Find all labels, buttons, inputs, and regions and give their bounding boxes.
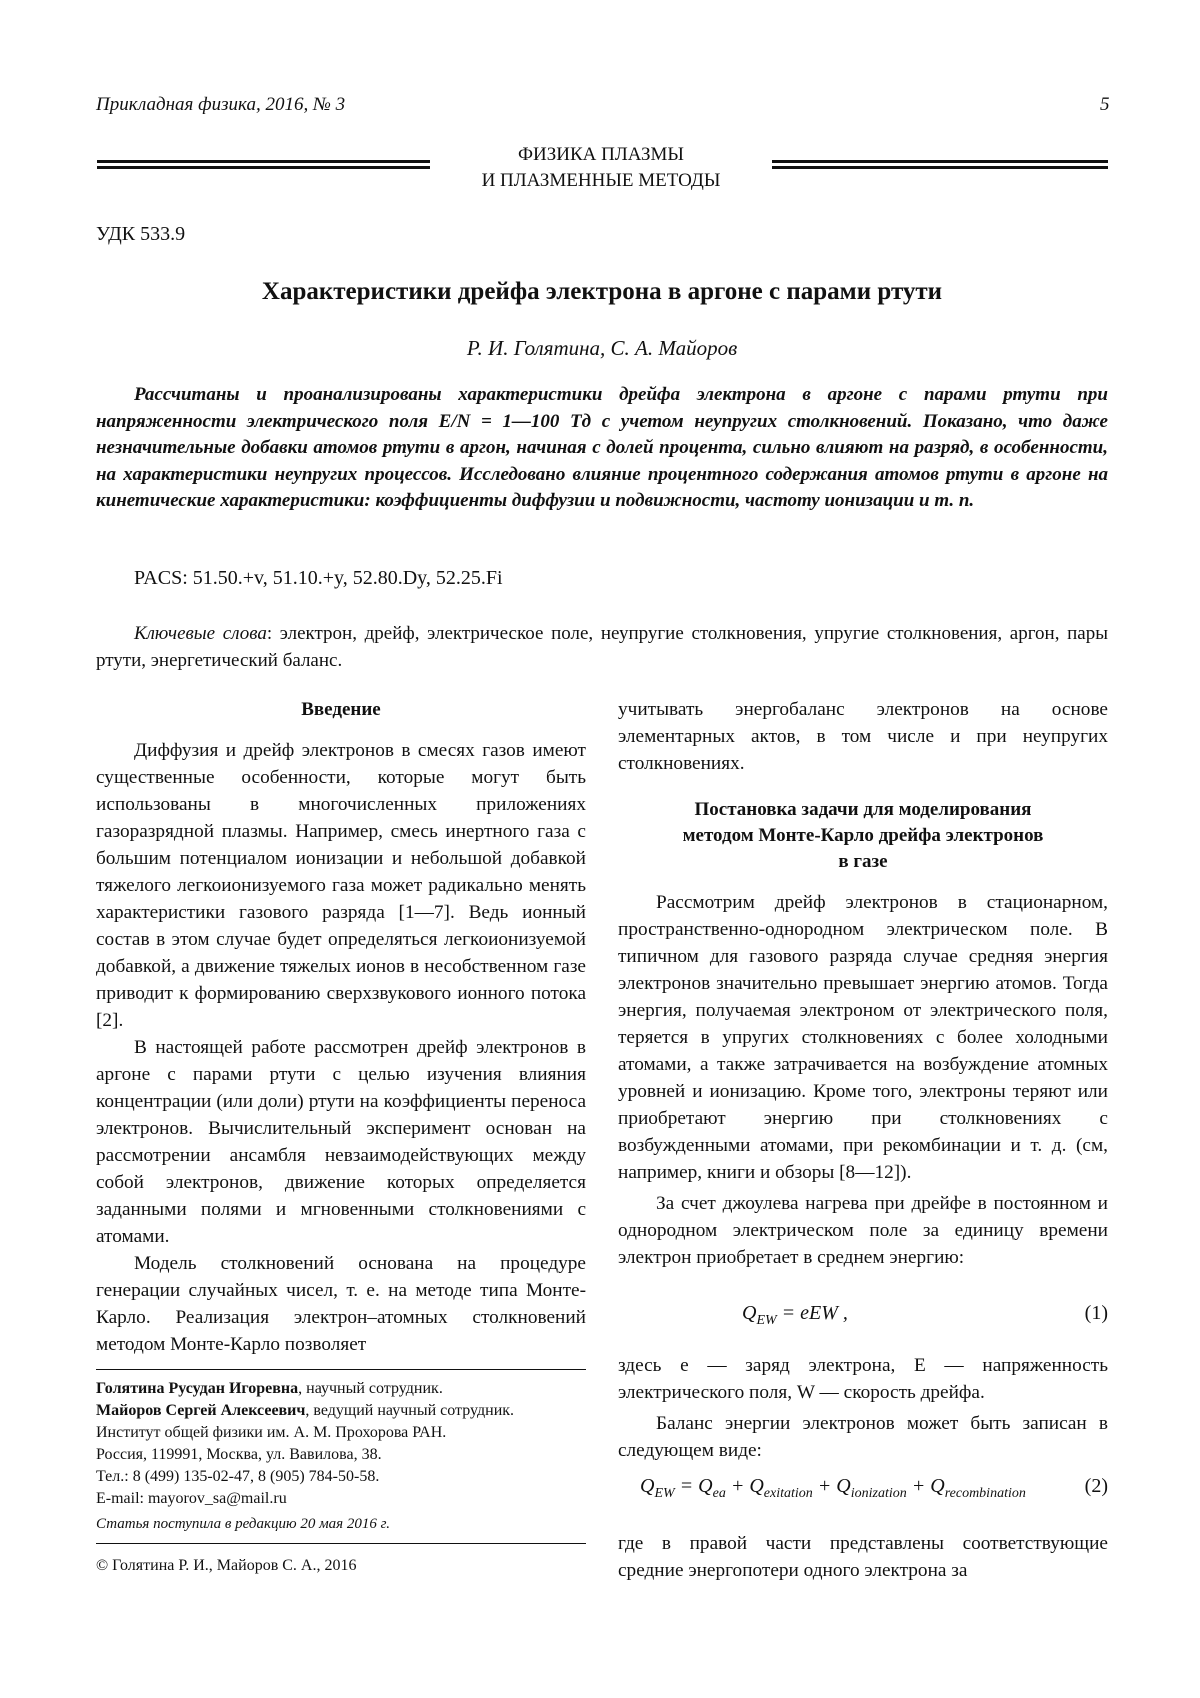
received-date: Статья поступила в редакцию 20 мая 2016 г. — [96, 1516, 391, 1532]
footnote-author-1 — [96, 1378, 586, 1400]
section-title-line1: ФИЗИКА ПЛАЗМЫ — [518, 144, 684, 165]
header-rule-left — [97, 160, 430, 170]
footnote-institute: Институт общей физики им. А. М. Прохорова РАН. — [96, 1424, 447, 1441]
paragraph: За счет джоулева нагрева при дрейфе в постоянном и однородном электрическом поле за единицу времени электрон приобретает в среднем энергию: — [618, 1193, 1108, 1268]
page-number: 5 — [1100, 94, 1110, 115]
right-column-middle — [618, 1352, 1108, 1464]
header-rule-right — [772, 160, 1108, 170]
footnote-phone: Тел.: 8 (499) 135-02-47, 8 (905) 784-50-58. — [96, 1468, 380, 1485]
heading-line: методом Монте-Карло дрейфа электронов — [682, 825, 1044, 846]
footnote-address: Россия, 119991, Москва, ул. Вавилова, 38. — [96, 1446, 382, 1463]
eq2-sub: ionization — [850, 1486, 907, 1501]
udk-code: УДК 533.9 — [96, 223, 186, 245]
equation-number-1: (1) — [1084, 1302, 1108, 1324]
heading-line: Постановка задачи для моделирования — [694, 799, 1032, 820]
footnote-email: E-mail: mayorov_sa@mail.ru — [96, 1490, 287, 1507]
eq2-sub: recombination — [944, 1486, 1026, 1501]
authors: Р. И. Голятина, С. А. Майоров — [466, 336, 738, 360]
paragraph: Рассмотрим дрейф электронов в стационарном, пространственно-однородном электрическом поле. В типичном для газового разряда случае средняя энергия электронов значительно превышает энергию атомов. Тогда энергия, получаемая электроном от электрического поля, теряется в упругих столкновениях с более холодными атомами, а также затрачивается на возбуждение атомных уровней и ионизацию. Кроме того, электроны теряют или приобретают энергию при столкновениях с возбужденными атомами, при рекомбинации и т. д. (см, например, книги и обзоры [8—12]). — [618, 892, 1108, 1183]
pacs-codes: PACS: 51.50.+v, 51.10.+y, 52.80.Dy, 52.25.Fi — [134, 567, 503, 589]
equation-number-2: (2) — [1084, 1475, 1108, 1497]
author-name: Майоров Сергей Алексеевич — [96, 1402, 306, 1419]
paragraph: В настоящей работе рассмотрен дрейф электронов в аргоне с парами ртути с целью изучения влияния концентрации (или доли) ртути на коэффициенты переноса электронов. Вычислительный эксперимент основан на рассмотрении ансамбля невзаимодействующих между собой электронов, движение которых определяется заданными полями и мгновенными столкновениями с атомами. — [96, 1037, 586, 1247]
author-role: , научный сотрудник. — [298, 1380, 443, 1397]
author-name: Голятина Русудан Игоревна — [96, 1380, 299, 1397]
eq2-term: Q — [836, 1475, 851, 1497]
footnote-author-2 — [96, 1400, 586, 1422]
eq1-q: Q — [742, 1302, 757, 1324]
eq2-term: Q — [749, 1475, 764, 1497]
abstract: Рассчитаны и проанализированы характеристики дрейфа электрона в аргоне с парами ртути при напряженности электрического поля E/N = 1—100 Тд с учетом неупругих столкновений. Показано, что даже незначительные добавки атомов ртути в аргон, начиная с долей процента, сильно влияют на разряд, в особенности, на характеристики неупругих процессов. Исследовано влияние процентного содержания атомов ртути в аргоне на кинетические характеристики: коэффициенты диффузии и подвижности, частоту ионизации и т. п. — [96, 384, 1108, 511]
right-column-bottom — [618, 1530, 1108, 1584]
eq1-sub: EW — [756, 1313, 777, 1328]
paragraph: Модель столкновений основана на процедуре генерации случайных чисел, т. е. на методе типа Монте-Карло. Реализация электрон–атомных столкновений методом Монте-Карло позволяет — [96, 1253, 586, 1355]
section-title — [430, 142, 772, 194]
copyright-separator — [96, 1543, 586, 1544]
keywords-label: Ключевые слова — [134, 623, 267, 644]
author-footnote — [96, 1378, 586, 1510]
keywords-text: : электрон, дрейф, электрическое поле, неупругие столкновения, упругие столкновения, аргон, пары ртути, энергетический баланс. — [96, 623, 1108, 671]
eq2-sub: EW — [654, 1486, 675, 1501]
eq2-op: + — [725, 1475, 750, 1497]
left-column — [96, 696, 586, 1358]
section-heading-method — [618, 797, 1108, 875]
eq2-term: Q — [640, 1475, 655, 1497]
journal-header: Прикладная физика, 2016, № 3 — [96, 94, 346, 115]
section-title-line2: И ПЛАЗМЕННЫЕ МЕТОДЫ — [481, 170, 721, 191]
eq2-sub: ea — [712, 1486, 726, 1501]
eq2-term: Q — [698, 1475, 713, 1497]
copyright: © Голятина Р. И., Майоров С. А., 2016 — [96, 1557, 357, 1574]
heading-line: в газе — [838, 851, 888, 872]
paragraph: учитывать энергобаланс электронов на основе элементарных актов, в том числе и при неупругих столкновениях. — [618, 699, 1108, 774]
paragraph: здесь e — заряд электрона, E — напряженность электрического поля, W — скорость дрейфа. — [618, 1355, 1108, 1403]
paper-title: Характеристики дрейфа электрона в аргоне с парами ртути — [261, 278, 943, 305]
eq1-rhs: = eEW , — [776, 1302, 848, 1324]
right-column — [618, 696, 1108, 1271]
eq2-sub: exitation — [763, 1486, 813, 1501]
author-role: , ведущий научный сотрудник. — [305, 1402, 515, 1419]
paragraph: Баланс энергии электронов может быть записан в следующем виде: — [618, 1413, 1108, 1461]
section-heading-intro: Введение — [301, 699, 381, 720]
paragraph: Диффузия и дрейф электронов в смесях газов имеют существенные особенности, которые могут быть использованы в многочисленных приложениях газоразрядной плазмы. Например, смесь инертного газа с большим потенциалом ионизации и небольшой добавкой тяжелого легкоионизуемого газа может радикально менять характеристики газового разряда [1—7]. Ведь ионный состав в этом случае будет определяться легкоионизуемой добавкой, а движение тяжелых ионов в несобственном газе приводит к формированию сверхзвукового ионного потока [2]. — [96, 740, 586, 1031]
eq2-op: + — [906, 1475, 931, 1497]
paragraph: где в правой части представлены соответствующие средние энергопотери одного электрона за — [618, 1533, 1108, 1581]
eq2-term: Q — [930, 1475, 945, 1497]
eq2-op: = — [674, 1475, 699, 1497]
eq2-op: + — [812, 1475, 837, 1497]
keywords — [96, 620, 1108, 674]
footnote-separator — [96, 1369, 586, 1370]
